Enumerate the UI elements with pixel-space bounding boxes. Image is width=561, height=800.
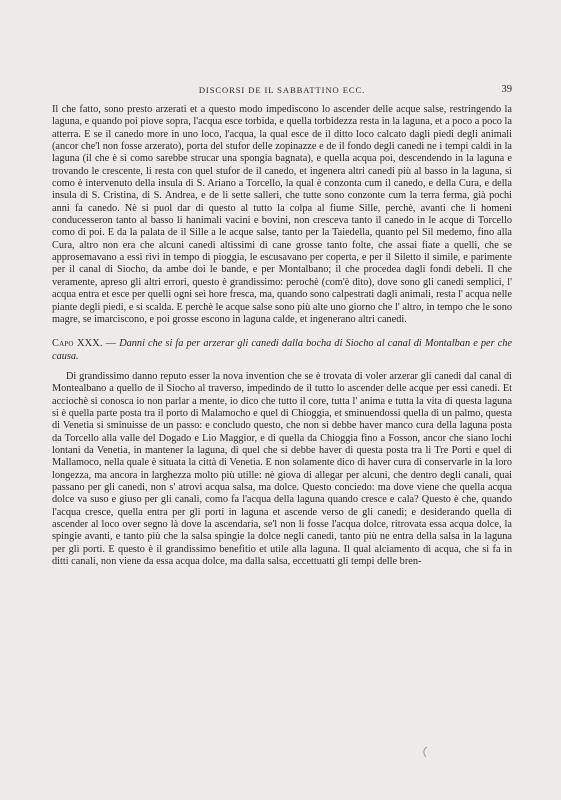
page-number: 39 [501, 84, 512, 95]
pencil-mark-icon [421, 746, 429, 758]
chapter-heading [52, 338, 512, 363]
body-text [52, 104, 512, 568]
chapter-label: Capo XXX. [52, 338, 103, 350]
paragraph-chapter-body: Di grandissimo danno reputo esser la nova invention che se è trovata di voler arzerar gli canedi dal canal di Montealbano a quello de il Siocho al traverso, impedindo de il tutto lo ascender delle acque per essi canedi. Et acciochè si conosca io non parlar a mente, io dico che tutto il core, tutta l' anima e tutta la vita di questa laguna si è quella parte posta tra il porto di Malamocho e quel di Chioggia, et sminuendossi quella di un palmo, questa di Venetia si sminuisse de un passo: e concludo questo, che non si debbe haver manco cura della laguna posta da Torcello alla valle del Dogado e Lio Maggior, e di quella da Chioggia fino a Fosson, ancor che siano lochi lontani da Venetia, in mantener la laguna, di quel che si debbe haver di questa posta tra li Tre Porti e quel di Mallamoco, nella quale è situata la città di Venetia. E non solamente dico di haver cura di conservarle in la loro longezza, ma ancora in larghezza molto più utille: nè giova di allegar per alcuni, che dentro degli canali, quai passano per gli canedi, non s' atrovi acqua salsa, ma dolce. Questo conciedo: ma dove viene che quella acqua dolce va suso e giuso per gli canali, como fa l'acqua della laguna quando cresce e cala? Questo è che, quando l'acqua cresce, quella entra per gli porti in laguna et ascende verso de gli canedi; e desiderando quella di ascender al loco over segno là dove la ascendaria, se'l non li fosse l'acqua dolce, ritrovata essa acqua dolce, la spingie avanti, e tanto più che la salsa spingie la dolce negli canedi, tanto più ne entra della salsa in la laguna per gli porti. E questo è il grandissimo benefitio et utile alla laguna. Il qual alciamento di acqua, che si fa in ditti canali, non viene da essa acqua dolce, ma dalla salsa, eccettuatti gli tempi delle bren- [52, 370, 512, 568]
chapter-dash: — [102, 338, 120, 350]
page-header [52, 84, 512, 98]
chapter-title: Danni che si fa per arzerar gli canedi dalla bocha di Siocho al canal di Montalban e per che causa. [52, 338, 512, 362]
paragraph-continued: Il che fatto, sono presto arzerati et a questo modo impediscono lo ascender delle acque salse, restringendo la laguna, e quando poi piove sopra, l'acqua esce torbida, e quella torbidezza resta in la laguna, et a poco a poco la atterra. E se il canedo more in uno loco, l'acqua, la qual esce de il ditto loco calcato dagli piedi degli animali (ancor che'l non fosse arzerato), porta del stufor delle zopinazze e de il fondo degli canedi ne i tempi caldi in la laguna (il che è sì como sarebbe strucar una spongia bagnata), e quella acqua poi, descendendo in la laguna e trovando le crescente, li resta con quel stufor de il canedo, et ingenera altri canedi più al basso in la laguna, sì como è intervenuto della insula di S. Ariano a Torcello, la qual è conzonta cum il canedo, e della Cura, e della insula di S. Cristina, di S. Andrea, e de li sette salleri, che tutte sono conzonte cum la terra ferma, già pochi anni fa canedo. Nè si puol dar di questo al tutto la colpa al fiume Sille, perchè, avanti che li homeni conducesseron tanto al basso li hanimali vacini e bovini, non cresceva tanto il canedo in le acque di Torcello como di poi. E da la palata de il Sille a le acque salse, tanto per la Taiedella, quanto pel Sil medemo, fino alla Cura, altro non era che alcuni canedi altissimi di cane grosse tanto folte, che assai fiate a quelli, che se approsemavano a essi rivi in tempo di pioggia, le escusavano per coperta, e per il Siletto il simile, e parimente per il canal di Siocho, da ambe doi le bande, e per Montalbano; il che procedea dagli fondi debeli. Il che veramente, apreso gli altri errori, questo è grandissimo: perochè (com'è dito), dove sono gli canedi semplici, l' acqua entra et esce per quelli ogni sei hore fresca, ma, quando sono calpestrati dagli animali, resta l' acqua nelle piante degli piedi, e si scalda. E perchè le acque salse sono più alte uno giorno che l' altro, in tempo che le sono magre, se imarciscono, e poi grosse escono in laguna calde, et ingenerano altri canedi. [52, 104, 512, 325]
running-title: DISCORSI DE IL SABBATTINO ECC. [198, 85, 366, 95]
